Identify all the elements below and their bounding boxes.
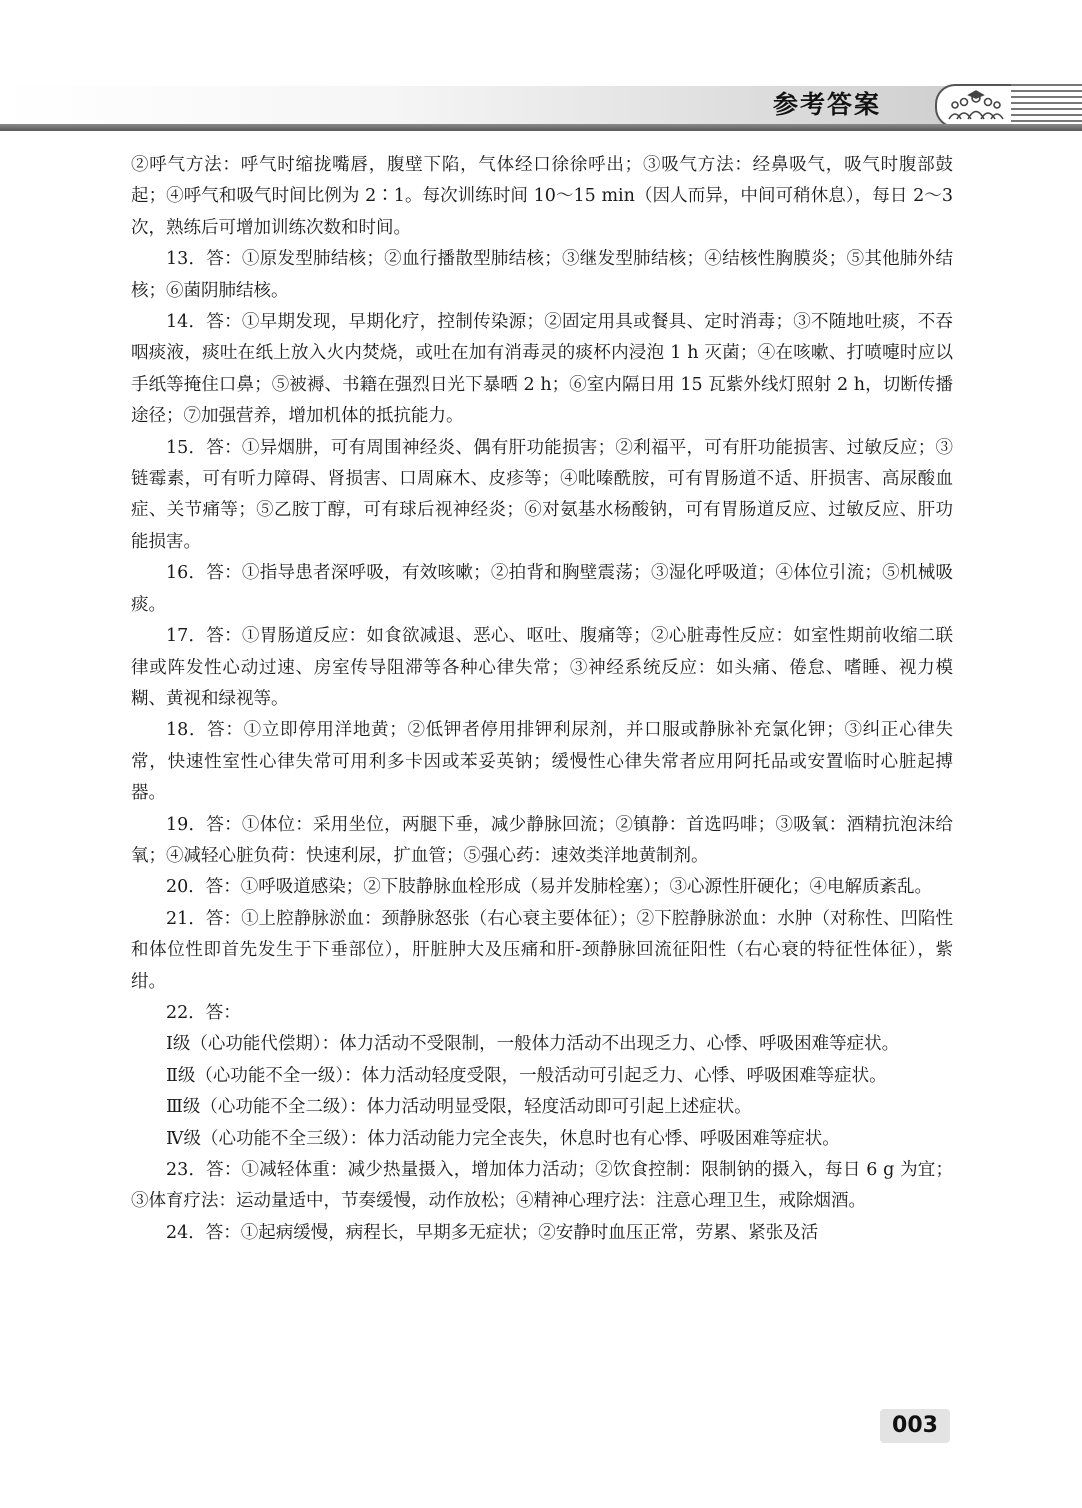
answer-paragraph: 14．答：①早期发现，早期化疗，控制传染源；②固定用具或餐具、定时消毒；③不随地吐痰，不吞咽痰液，痰吐在纸上放入火内焚烧，或吐在加有消毒灵的痰杯内浸泡 1 h 灭菌；④在咳嗽、打喷嚏时应以手纸等掩住口鼻；⑤被褥、书籍在强烈日光下暴晒 2 h；⑥室内隔日用 15 瓦紫外线灯照射 2 h，切断传播途径；⑦加强营养，增加机体的抵抗能力。 xyxy=(131,312,953,427)
answer-paragraph: Ⅰ级（心功能代偿期）：体力活动不受限制，一般体力活动不出现乏力、心悸、呼吸困难等症状。 xyxy=(166,1034,900,1055)
header-icon-container xyxy=(935,84,1013,128)
header-title: 参考答案 xyxy=(772,90,881,119)
answer-paragraph: Ⅳ级（心功能不全三级）：体力活动能力完全丧失，休息时也有心悸、呼吸困难等症状。 xyxy=(166,1128,840,1149)
answer-paragraph: 22．答： xyxy=(166,1002,241,1023)
answer-paragraph: 18．答：①立即停用洋地黄；②低钾者停用排钾利尿剂，并口服或静脉补充氯化钾；③纠正心律失常，快速性室性心律失常可用利多卡因或苯妥英钠；缓慢性心律失常者应用阿托品或安置临时心脏起搏器。 xyxy=(131,720,953,804)
answer-paragraph: ②呼气方法：呼气时缩拢嘴唇，腹壁下陷，气体经口徐徐呼出；③吸气方法：经鼻吸气，吸气时腹部鼓起；④呼气和吸气时间比例为 2∶1。每次训练时间 10～15 min（因人而异，中间可稍休息），每日 2～3 次，熟练后可增加训练次数和时间。 xyxy=(131,155,953,238)
answer-paragraph: 24．答：①起病缓慢，病程长，早期多无症状；②安静时血压正常，劳累、紧张及活 xyxy=(166,1222,819,1243)
page-number: 003 xyxy=(880,1409,950,1443)
students-group-icon xyxy=(947,89,1005,121)
answer-paragraph: 17．答：①胃肠道反应：如食欲减退、恶心、呕吐、腹痛等；②心脏毒性反应：如室性期前收缩二联律或阵发性心动过速、房室传导阻滞等各种心律失常；③神经系统反应：如头痛、倦怠、嗜睡、视力模糊、黄视和绿视等。 xyxy=(131,626,953,709)
answer-paragraph: 20．答：①呼吸道感染；②下肢静脉血栓形成（易并发肺栓塞）；③心源性肝硬化；④电解质紊乱。 xyxy=(166,877,933,898)
answer-paragraph: 15．答：①异烟肼，可有周围神经炎、偶有肝功能损害；②利福平，可有肝功能损害、过敏反应；③链霉素，可有听力障碍、肾损害、口周麻木、皮疹等；④吡嗪酰胺，可有胃肠道不适、肝损害、高尿酸血症、关节痛等；⑤乙胺丁醇，可有球后视神经炎；⑥对氨基水杨酸钠，可有胃肠道反应、过敏反应、肝功能损害。 xyxy=(131,437,953,552)
answer-paragraph: Ⅱ级（心功能不全一级）：体力活动轻度受限，一般活动可引起乏力、心悸、呼吸困难等症状。 xyxy=(166,1065,887,1086)
answer-paragraph: Ⅲ级（心功能不全二级）：体力活动明显受限，轻度活动即可引起上述症状。 xyxy=(166,1097,752,1118)
answer-paragraph: 21．答：①上腔静脉淤血：颈静脉怒张（右心衰主要体征）；②下腔静脉淤血：水肿（对称性、凹陷性和体位性即首先发生于下垂部位），肝脏肿大及压痛和肝-颈静脉回流征阳性（右心衰的特征性体征），紫绀。 xyxy=(131,908,953,992)
header-rule xyxy=(0,124,1082,131)
answer-paragraph: 16．答：①指导患者深呼吸，有效咳嗽；②拍背和胸壁震荡；③湿化呼吸道；④体位引流；⑤机械吸痰。 xyxy=(131,563,953,615)
page-header xyxy=(0,0,1082,140)
answer-paragraph: 13．答：①原发型肺结核；②血行播散型肺结核；③继发型肺结核；④结核性胸膜炎；⑤其他肺外结核；⑥菌阴肺结核。 xyxy=(131,249,953,301)
header-decorative-lines xyxy=(1011,84,1082,124)
answer-paragraph: 23．答：①减轻体重：减少热量摄入，增加体力活动；②饮食控制：限制钠的摄入，每日 6 g 为宜；③体育疗法：运动量适中，节奏缓慢，动作放松；④精神心理疗法：注意心理卫生，戒除烟酒。 xyxy=(131,1160,953,1212)
answer-paragraph: 19．答：①体位：采用坐位，两腿下垂，减少静脉回流；②镇静：首选吗啡；③吸氧：酒精抗泡沫给氧；④减轻心脏负荷：快速利尿，扩血管；⑤强心药：速效类洋地黄制剂。 xyxy=(131,814,953,866)
answer-content xyxy=(131,150,953,1249)
